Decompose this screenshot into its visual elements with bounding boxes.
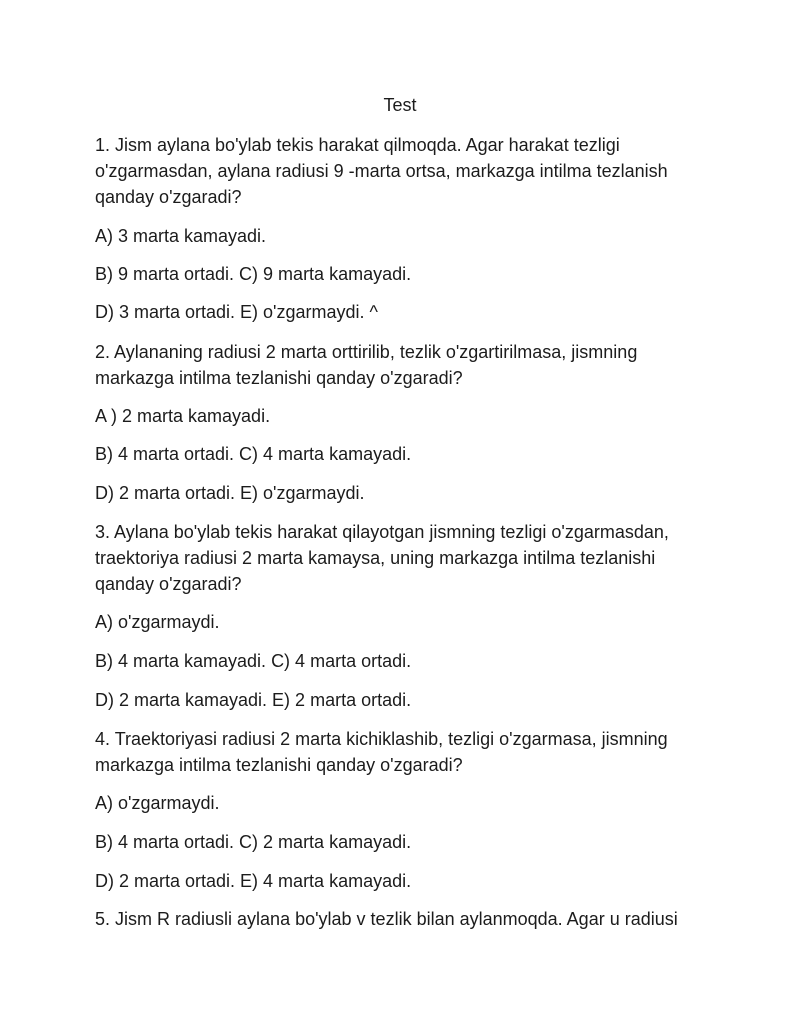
question-4-text: markazga intilma tezlanishi qanday o'zgaradi? <box>95 755 463 775</box>
question-3-option: B) 4 marta kamayadi. C) 4 marta ortadi. <box>95 651 412 671</box>
question-1-option: D) 3 marta ortadi. E) o'zgarmaydi. ^ <box>95 302 378 322</box>
question-4-option: B) 4 marta ortadi. C) 2 marta kamayadi. <box>95 832 412 852</box>
question-4-option: A) o'zgarmaydi. <box>95 793 220 813</box>
question-2-option: D) 2 marta ortadi. E) o'zgarmaydi. <box>95 483 365 503</box>
question-1-option: A) 3 marta kamayadi. <box>95 226 267 246</box>
question-3-text: 3. Aylana bo'ylab tekis harakat qilayotgan jismning tezligi o'zgarmasdan, <box>95 522 669 542</box>
question-5-text: 5. Jism R radiusli aylana bo'ylab v tezlik bilan aylanmoqda. Agar u radiusi <box>95 909 678 929</box>
question-2-option: B) 4 marta ortadi. C) 4 marta kamayadi. <box>95 444 412 464</box>
question-3-option: A) o'zgarmaydi. <box>95 612 220 632</box>
question-2-text: 2. Aylananing radiusi 2 marta orttirilib, tezlik o'zgartirilmasa, jismning <box>95 342 638 362</box>
question-1-text: qanday o'zgaradi? <box>95 187 242 207</box>
question-2-text: markazga intilma tezlanishi qanday o'zgaradi? <box>95 368 463 388</box>
question-3-text: traektoriya radiusi 2 marta kamaysa, uning markazga intilma tezlanishi <box>95 548 656 568</box>
question-2-option: A ) 2 marta kamayadi. <box>95 406 271 426</box>
question-1-text: 1. Jism aylana bo'ylab tekis harakat qilmoqda. Agar harakat tezligi <box>95 135 620 155</box>
question-3-option: D) 2 marta kamayadi. E) 2 marta ortadi. <box>95 690 412 710</box>
question-4-text: 4. Traektoriyasi radiusi 2 marta kichiklashib, tezligi o'zgarmasa, jismning <box>95 729 668 749</box>
page-title: Test <box>383 95 417 115</box>
question-1-option: B) 9 marta ortadi. C) 9 marta kamayadi. <box>95 264 412 284</box>
question-4-option: D) 2 marta ortadi. E) 4 marta kamayadi. <box>95 871 412 891</box>
question-1-text: o'zgarmasdan, aylana radiusi 9 -marta ortsa, markazga intilma tezlanish <box>95 161 668 181</box>
question-3-text: qanday o'zgaradi? <box>95 574 242 594</box>
